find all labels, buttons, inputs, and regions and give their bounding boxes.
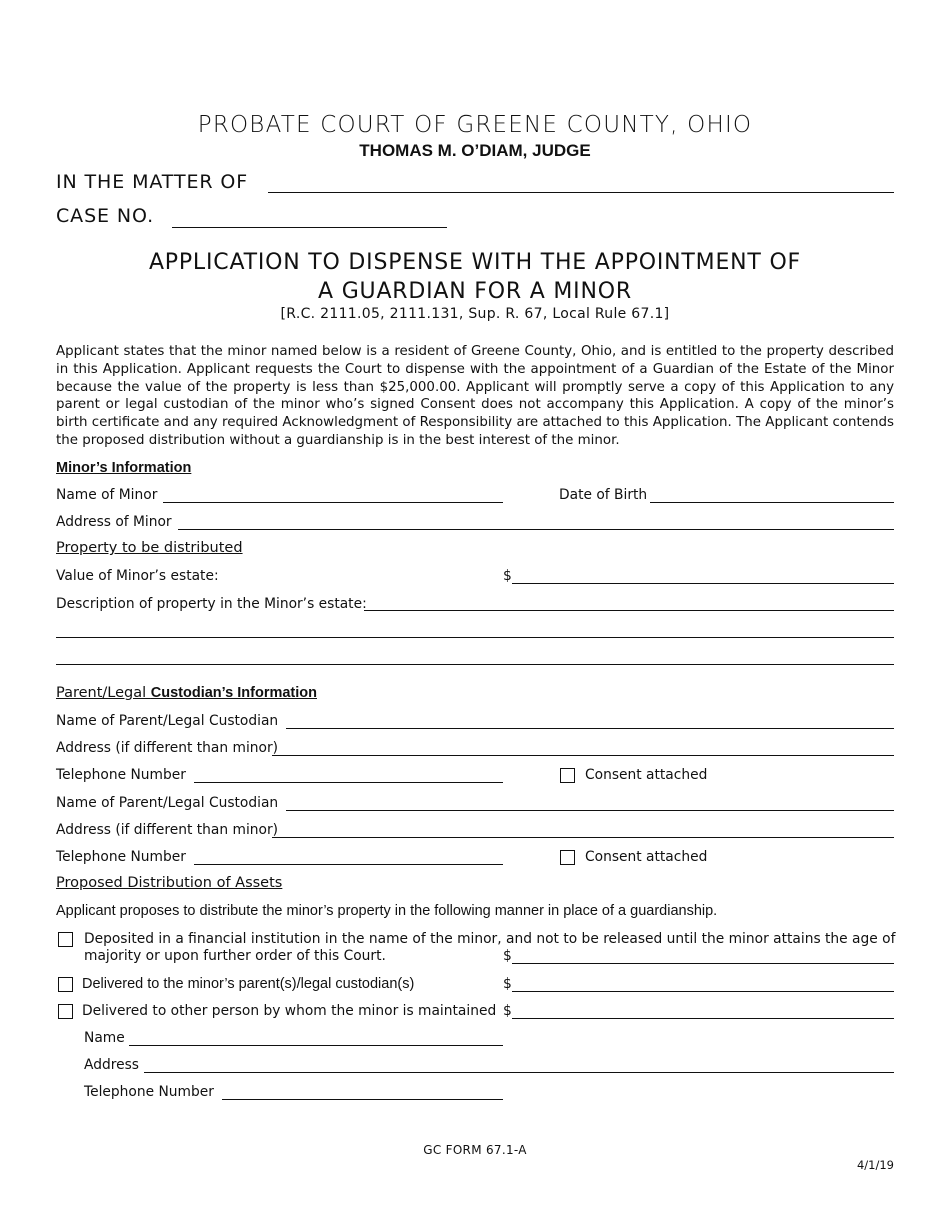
option-parent-text: Delivered to the minor’s parent(s)/legal custodian(s) [82, 976, 415, 992]
property-heading: Property to be distributed [56, 540, 243, 556]
judge-name: THOMAS M. O’DIAM, JUDGE [359, 141, 591, 160]
custodian-heading-bold: Custodian’s Information [150, 685, 317, 701]
option-other-text: Delivered to other person by whom the minor is maintained [82, 1003, 497, 1019]
court-name: PROBATE COURT OF GREENE COUNTY, OHIO [197, 112, 753, 138]
estate-value-field[interactable] [512, 583, 894, 584]
custodian1-consent-checkbox[interactable] [560, 768, 575, 783]
in-the-matter-of-label: IN THE MATTER OF [56, 171, 249, 193]
custodian1-address-label: Address (if different than minor) [56, 740, 279, 756]
form-date: 4/1/19 [856, 1158, 894, 1172]
other-person-name-field[interactable] [129, 1045, 503, 1046]
other-person-phone-field[interactable] [222, 1099, 503, 1100]
minor-address-label: Address of Minor [56, 514, 172, 530]
custodian1-phone-field[interactable] [194, 782, 503, 783]
form-id: GC FORM 67.1-A [423, 1143, 527, 1157]
property-description-field-2[interactable] [56, 637, 894, 638]
custodian2-phone-label: Telephone Number [56, 849, 186, 865]
case-no-label: CASE NO. [56, 205, 155, 227]
option-deposit-amount-field[interactable] [512, 963, 894, 964]
option-other-amount-field[interactable] [512, 1018, 894, 1019]
property-description-label: Description of property in the Minor’s estate: [56, 596, 367, 612]
minor-dob-field[interactable] [650, 502, 894, 503]
other-person-address-field[interactable] [144, 1072, 894, 1073]
custodian1-address-field[interactable] [272, 755, 894, 756]
custodian1-name-label: Name of Parent/Legal Custodian [56, 713, 279, 729]
option-deposit-text-line2: majority or upon further order of this Court. [84, 948, 386, 964]
other-person-address-label: Address [84, 1057, 139, 1073]
option-parent-checkbox[interactable] [58, 977, 73, 992]
minor-name-label: Name of Minor [56, 487, 158, 503]
custodian-heading-plain: Parent/Legal [56, 685, 151, 701]
distribution-heading: Proposed Distribution of Assets [56, 875, 283, 891]
application-citation: [R.C. 2111.05, 2111.131, Sup. R. 67, Local Rule 67.1] [280, 306, 670, 322]
minor-address-field[interactable] [178, 529, 894, 530]
option-parent-dollar: $ [503, 976, 512, 992]
option-parent-amount-field[interactable] [512, 991, 894, 992]
intro-paragraph: Applicant states that the minor named below is a resident of Greene County, Ohio, and is entitled to the property described in this Application. Applicant requests the Court to dispense with the appointment of a Guardian of the Estate of the Minor because the value of the property is less than $25,000.00. Applicant will promptly serve a copy of this Application to any parent or legal custodian of the minor who’s signed Consent does not accompany this Application. A copy of the minor’s birth certificate and any required Acknowledgment of Responsibility are attached to this Application. The Applicant contends the proposed distribution without a guardianship is in the best interest of the minor. [56, 344, 894, 448]
other-person-name-label: Name [84, 1030, 125, 1046]
other-person-phone-label: Telephone Number [84, 1084, 214, 1100]
option-deposit-text-line1: Deposited in a financial institution in the name of the minor, and not to be released until the minor attains the age of [84, 931, 896, 947]
option-other-dollar: $ [503, 1003, 512, 1019]
property-description-field-3[interactable] [56, 664, 894, 665]
custodian1-phone-label: Telephone Number [56, 767, 186, 783]
estate-value-label: Value of Minor’s estate: [56, 568, 219, 584]
minor-info-heading: Minor’s Information [56, 460, 192, 476]
custodian2-name-label: Name of Parent/Legal Custodian [56, 795, 279, 811]
property-description-field-1[interactable] [364, 610, 894, 611]
option-deposit-checkbox[interactable] [58, 932, 73, 947]
minor-name-field[interactable] [163, 502, 503, 503]
application-title-line1: APPLICATION TO DISPENSE WITH THE APPOINTMENT OF [148, 250, 802, 275]
custodian1-name-field[interactable] [286, 728, 894, 729]
custodian2-consent-checkbox[interactable] [560, 850, 575, 865]
in-the-matter-of-field[interactable] [268, 192, 894, 193]
custodian2-address-label: Address (if different than minor) [56, 822, 279, 838]
application-title-line2: A GUARDIAN FOR A MINOR [318, 279, 632, 304]
custodian2-consent-label: Consent attached [585, 849, 708, 865]
custodian1-consent-label: Consent attached [585, 767, 708, 783]
case-no-field[interactable] [172, 227, 447, 228]
distribution-lead: Applicant proposes to distribute the minor’s property in the following manner in place of a guardianship. [56, 903, 718, 919]
custodian2-address-field[interactable] [272, 837, 894, 838]
option-other-checkbox[interactable] [58, 1004, 73, 1019]
custodian2-phone-field[interactable] [194, 864, 503, 865]
minor-dob-label: Date of Birth [559, 487, 648, 503]
custodian-info-heading [56, 685, 317, 701]
option-deposit-dollar: $ [503, 948, 512, 964]
custodian2-name-field[interactable] [286, 810, 894, 811]
estate-value-dollar: $ [503, 568, 512, 584]
